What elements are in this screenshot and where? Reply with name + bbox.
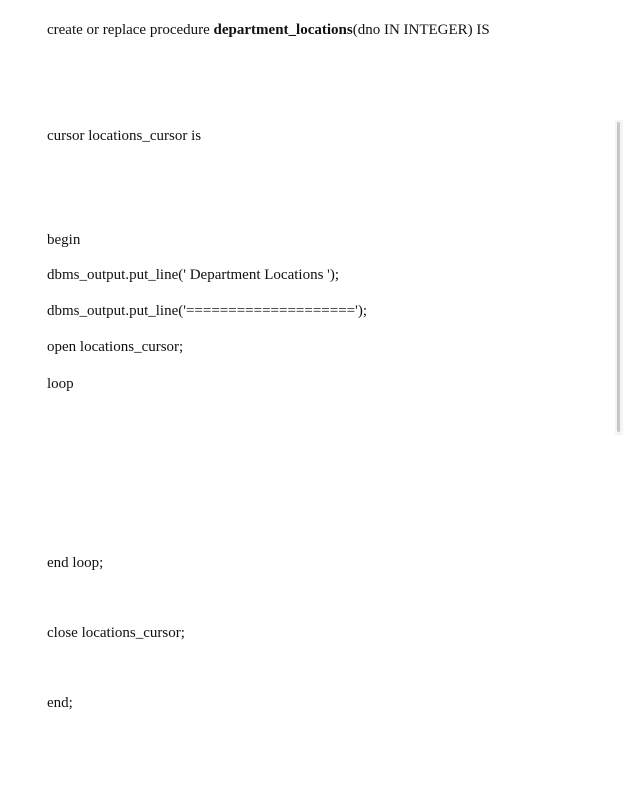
end-line: end;: [47, 695, 73, 711]
put-line-separator: dbms_output.put_line('====================');: [47, 303, 368, 319]
end-loop-line: end loop;: [47, 555, 104, 571]
cursor-declaration-line: cursor locations_cursor is: [47, 128, 202, 144]
scrollbar-thumb[interactable]: [617, 122, 620, 432]
procedure-header-suffix: (dno IN INTEGER) IS: [352, 22, 490, 38]
begin-line: begin: [47, 232, 81, 248]
open-cursor-line: open locations_cursor;: [47, 339, 184, 355]
close-cursor-line: close locations_cursor;: [47, 625, 185, 641]
loop-line: loop: [47, 376, 74, 392]
procedure-name: department_locations: [213, 22, 353, 38]
put-line-header: dbms_output.put_line(' Department Locations ');: [47, 267, 340, 283]
procedure-header-line: [47, 21, 490, 39]
procedure-header-prefix: create or replace procedure: [47, 22, 214, 38]
